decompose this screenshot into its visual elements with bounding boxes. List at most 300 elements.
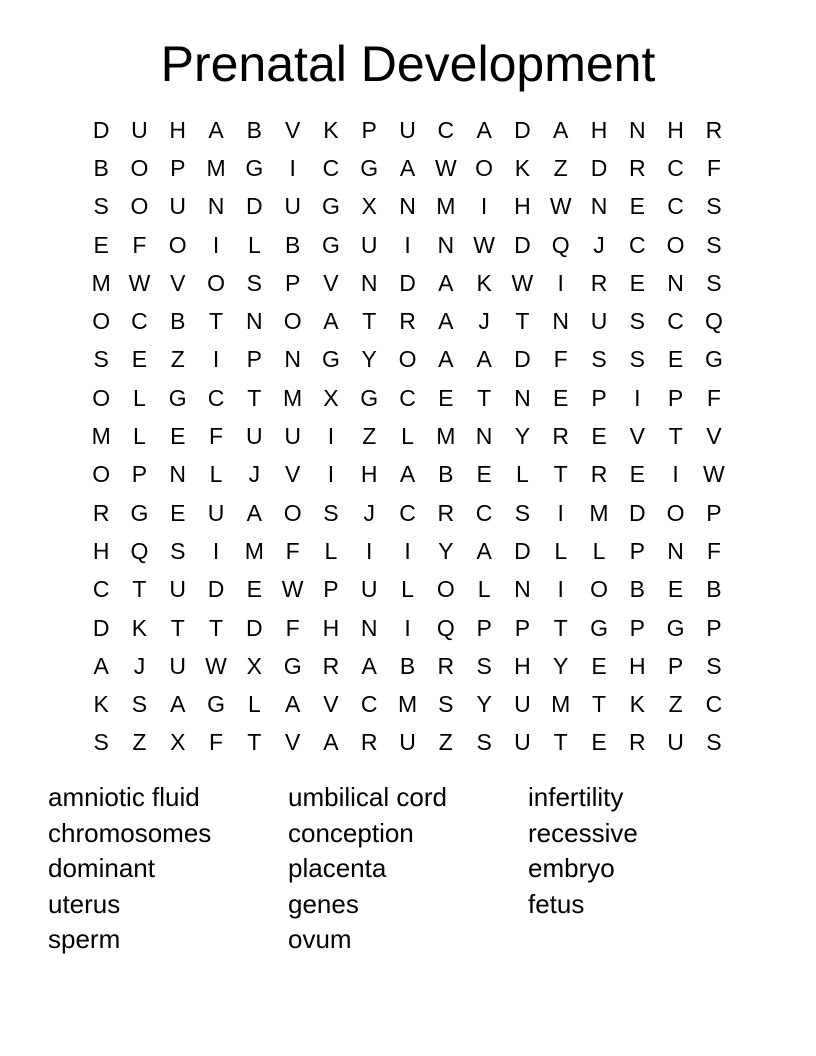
grid-letter[interactable]: E: [246, 576, 262, 603]
letter-grid[interactable]: [82, 111, 733, 762]
grid-letter[interactable]: Y: [514, 423, 531, 450]
grid-letter[interactable]: Z: [668, 691, 683, 718]
grid-letter[interactable]: M: [397, 691, 418, 718]
grid-letter[interactable]: O: [666, 231, 685, 258]
grid-letter[interactable]: R: [437, 652, 455, 679]
grid-letter[interactable]: N: [246, 308, 263, 335]
grid-letter[interactable]: Z: [362, 423, 377, 450]
grid-letter[interactable]: S: [170, 537, 186, 564]
grid-letter[interactable]: K: [93, 691, 109, 718]
grid-letter[interactable]: E: [170, 423, 186, 450]
grid-letter[interactable]: U: [590, 308, 608, 335]
grid-letter[interactable]: C: [667, 193, 684, 220]
grid-letter[interactable]: N: [169, 461, 187, 488]
grid-letter[interactable]: R: [92, 499, 110, 526]
grid-letter[interactable]: I: [480, 193, 488, 220]
grid-letter[interactable]: W: [511, 269, 534, 296]
grid-letter[interactable]: I: [212, 346, 220, 373]
grid-letter[interactable]: K: [514, 154, 531, 181]
grid-letter[interactable]: G: [666, 614, 685, 641]
grid-letter[interactable]: L: [209, 461, 223, 488]
grid-letter[interactable]: L: [516, 461, 529, 488]
grid-letter[interactable]: V: [323, 691, 339, 718]
grid-letter[interactable]: A: [553, 116, 569, 143]
grid-letter[interactable]: T: [553, 729, 568, 756]
grid-letter[interactable]: C: [92, 576, 110, 603]
grid-letter[interactable]: N: [360, 269, 378, 296]
grid-letter[interactable]: H: [514, 652, 531, 679]
grid-letter[interactable]: L: [554, 537, 568, 564]
grid-letter[interactable]: J: [248, 461, 261, 488]
grid-letter[interactable]: J: [363, 499, 375, 526]
grid-letter[interactable]: X: [323, 384, 339, 411]
grid-letter[interactable]: I: [557, 576, 564, 603]
grid-letter[interactable]: W: [128, 269, 151, 296]
grid-letter[interactable]: W: [281, 576, 304, 603]
grid-letter[interactable]: B: [284, 231, 301, 258]
grid-letter[interactable]: F: [706, 154, 721, 181]
grid-letter[interactable]: O: [207, 269, 225, 296]
grid-letter[interactable]: V: [706, 423, 722, 450]
grid-letter[interactable]: K: [629, 691, 645, 718]
grid-letter[interactable]: I: [404, 537, 411, 564]
grid-letter[interactable]: O: [92, 308, 111, 335]
grid-letter[interactable]: G: [590, 614, 608, 641]
grid-letter[interactable]: I: [634, 384, 641, 411]
grid-letter[interactable]: Z: [438, 729, 453, 756]
grid-letter[interactable]: F: [132, 231, 147, 258]
grid-letter[interactable]: C: [322, 154, 340, 181]
grid-letter[interactable]: S: [246, 269, 262, 296]
grid-letter[interactable]: N: [360, 614, 378, 641]
grid-letter[interactable]: P: [361, 116, 377, 143]
grid-letter[interactable]: B: [170, 308, 186, 335]
grid-letter[interactable]: E: [667, 346, 684, 373]
grid-letter[interactable]: B: [93, 154, 109, 181]
grid-letter[interactable]: N: [284, 346, 301, 373]
grid-letter[interactable]: I: [327, 423, 335, 450]
grid-letter[interactable]: S: [476, 652, 492, 679]
grid-letter[interactable]: M: [589, 499, 609, 526]
grid-letter[interactable]: M: [244, 537, 264, 564]
grid-letter[interactable]: T: [477, 384, 492, 411]
grid-letter[interactable]: P: [131, 461, 148, 488]
grid-letter[interactable]: T: [170, 614, 185, 641]
grid-letter[interactable]: Z: [132, 729, 147, 756]
grid-letter[interactable]: N: [667, 269, 684, 296]
grid-letter[interactable]: Y: [476, 691, 492, 718]
grid-letter[interactable]: S: [591, 346, 607, 373]
grid-letter[interactable]: C: [207, 384, 225, 411]
grid-letter[interactable]: D: [246, 614, 263, 641]
word-item: conception: [288, 817, 414, 848]
grid-letter[interactable]: U: [246, 423, 263, 450]
grid-letter[interactable]: R: [628, 154, 646, 181]
grid-letter[interactable]: H: [590, 116, 608, 143]
grid-letter[interactable]: R: [399, 308, 416, 335]
grid-letter[interactable]: G: [360, 384, 379, 411]
grid-letter[interactable]: I: [289, 154, 296, 181]
grid-letter[interactable]: W: [703, 461, 725, 488]
grid-letter[interactable]: T: [553, 614, 568, 641]
grid-letter[interactable]: E: [629, 269, 645, 296]
grid-letter[interactable]: M: [91, 423, 111, 450]
grid-letter[interactable]: U: [169, 652, 187, 679]
grid-letter[interactable]: S: [706, 269, 722, 296]
word-item: recessive: [528, 817, 638, 848]
grid-letter[interactable]: C: [667, 154, 684, 181]
grid-letter[interactable]: I: [404, 231, 411, 258]
grid-letter[interactable]: P: [629, 614, 645, 641]
grid-letter[interactable]: A: [438, 308, 454, 335]
grid-letter[interactable]: N: [628, 116, 646, 143]
grid-letter[interactable]: H: [169, 116, 187, 143]
grid-letter[interactable]: U: [514, 691, 531, 718]
grid-letter[interactable]: F: [706, 384, 721, 411]
grid-letter[interactable]: N: [207, 193, 225, 220]
grid-letter[interactable]: U: [360, 231, 378, 258]
grid-letter[interactable]: L: [401, 576, 414, 603]
grid-letter[interactable]: E: [591, 652, 607, 679]
grid-letter[interactable]: U: [169, 576, 187, 603]
grid-letter[interactable]: D: [246, 193, 263, 220]
grid-letter[interactable]: G: [321, 231, 340, 258]
grid-letter[interactable]: T: [209, 308, 224, 335]
grid-letter[interactable]: G: [130, 499, 149, 526]
grid-letter[interactable]: B: [438, 461, 454, 488]
grid-letter[interactable]: E: [93, 231, 109, 258]
grid-letter[interactable]: Q: [436, 614, 455, 641]
grid-letter[interactable]: P: [591, 384, 607, 411]
grid-letter[interactable]: G: [360, 154, 379, 181]
grid-letter[interactable]: V: [323, 269, 339, 296]
grid-letter[interactable]: H: [322, 614, 340, 641]
grid-letter[interactable]: O: [283, 308, 302, 335]
grid-letter[interactable]: C: [705, 691, 723, 718]
grid-letter[interactable]: A: [246, 499, 262, 526]
grid-letter[interactable]: U: [399, 729, 416, 756]
grid-letter[interactable]: Q: [130, 537, 149, 564]
grid-letter[interactable]: G: [245, 154, 264, 181]
grid-letter[interactable]: E: [553, 384, 569, 411]
grid-letter[interactable]: S: [476, 729, 492, 756]
grid-letter[interactable]: O: [436, 576, 455, 603]
grid-letter[interactable]: O: [590, 576, 608, 603]
grid-letter[interactable]: V: [284, 729, 301, 756]
grid-letter[interactable]: L: [133, 423, 146, 450]
grid-letter[interactable]: A: [361, 652, 377, 679]
grid-letter[interactable]: F: [209, 423, 224, 450]
grid-letter[interactable]: V: [284, 116, 301, 143]
grid-letter[interactable]: M: [91, 269, 111, 296]
grid-letter[interactable]: W: [205, 652, 227, 679]
grid-letter[interactable]: B: [246, 116, 262, 143]
grid-letter[interactable]: A: [399, 461, 416, 488]
grid-letter[interactable]: P: [514, 614, 531, 641]
grid-letter[interactable]: P: [667, 652, 684, 679]
grid-letter[interactable]: C: [475, 499, 493, 526]
grid-letter[interactable]: T: [668, 423, 683, 450]
grid-letter[interactable]: G: [283, 652, 302, 679]
grid-letter[interactable]: I: [212, 537, 220, 564]
grid-letter[interactable]: P: [706, 499, 722, 526]
grid-letter[interactable]: P: [629, 537, 645, 564]
grid-letter[interactable]: O: [92, 384, 111, 411]
grid-letter[interactable]: B: [706, 576, 722, 603]
grid-letter[interactable]: U: [284, 423, 301, 450]
grid-letter[interactable]: S: [131, 691, 148, 718]
grid-letter[interactable]: S: [706, 231, 722, 258]
grid-letter[interactable]: S: [323, 499, 339, 526]
grid-letter[interactable]: P: [284, 269, 301, 296]
grid-letter[interactable]: W: [434, 154, 457, 181]
grid-letter[interactable]: T: [247, 729, 262, 756]
grid-letter[interactable]: W: [473, 231, 495, 258]
word-item: embryo: [528, 853, 615, 884]
grid-letter[interactable]: N: [552, 308, 570, 335]
grid-letter[interactable]: D: [399, 269, 416, 296]
grid-letter[interactable]: A: [438, 346, 454, 373]
grid-letter[interactable]: D: [92, 614, 110, 641]
grid-letter[interactable]: S: [629, 308, 645, 335]
grid-letter[interactable]: S: [706, 729, 722, 756]
grid-letter[interactable]: R: [360, 729, 378, 756]
grid-letter[interactable]: C: [628, 231, 646, 258]
grid-letter[interactable]: K: [323, 116, 339, 143]
grid-letter[interactable]: M: [436, 193, 456, 220]
grid-letter[interactable]: N: [514, 576, 531, 603]
grid-letter[interactable]: P: [706, 614, 722, 641]
grid-letter[interactable]: F: [285, 614, 300, 641]
grid-letter[interactable]: G: [321, 193, 340, 220]
grid-letter[interactable]: L: [247, 691, 261, 718]
grid-letter[interactable]: H: [514, 193, 531, 220]
grid-letter[interactable]: U: [360, 576, 378, 603]
grid-letter[interactable]: A: [323, 729, 339, 756]
grid-letter[interactable]: T: [247, 384, 262, 411]
grid-letter[interactable]: N: [437, 231, 455, 258]
grid-letter[interactable]: D: [514, 231, 531, 258]
grid-letter[interactable]: A: [476, 116, 492, 143]
grid-letter[interactable]: D: [514, 116, 531, 143]
grid-letter[interactable]: A: [93, 652, 109, 679]
grid-letter[interactable]: U: [207, 499, 225, 526]
grid-letter[interactable]: B: [399, 652, 416, 679]
grid-letter[interactable]: H: [628, 652, 646, 679]
grid-letter[interactable]: Z: [170, 346, 185, 373]
grid-letter[interactable]: L: [401, 423, 414, 450]
grid-letter[interactable]: R: [590, 269, 608, 296]
grid-letter[interactable]: R: [322, 652, 340, 679]
grid-letter[interactable]: D: [92, 116, 110, 143]
grid-letter[interactable]: Y: [361, 346, 377, 373]
grid-letter[interactable]: U: [514, 729, 531, 756]
grid-letter[interactable]: V: [629, 423, 645, 450]
grid-letter[interactable]: N: [475, 423, 493, 450]
grid-letter[interactable]: C: [399, 499, 416, 526]
grid-letter[interactable]: P: [667, 384, 684, 411]
grid-letter[interactable]: G: [704, 346, 723, 373]
grid-letter[interactable]: N: [667, 537, 684, 564]
grid-letter[interactable]: F: [553, 346, 568, 373]
grid-letter[interactable]: X: [361, 193, 377, 220]
grid-letter[interactable]: I: [327, 461, 335, 488]
grid-letter[interactable]: Q: [551, 231, 570, 258]
grid-letter[interactable]: J: [593, 231, 605, 258]
grid-letter[interactable]: S: [93, 346, 109, 373]
grid-letter[interactable]: U: [667, 729, 684, 756]
grid-letter[interactable]: R: [628, 729, 646, 756]
grid-letter[interactable]: H: [360, 461, 378, 488]
grid-letter[interactable]: Y: [553, 652, 569, 679]
grid-letter[interactable]: S: [93, 729, 109, 756]
grid-letter[interactable]: A: [476, 537, 492, 564]
grid-letter[interactable]: O: [92, 461, 111, 488]
grid-letter[interactable]: H: [667, 116, 684, 143]
grid-letter[interactable]: I: [557, 499, 564, 526]
grid-letter[interactable]: I: [366, 537, 373, 564]
grid-letter[interactable]: U: [131, 116, 148, 143]
word-column: [288, 780, 528, 958]
grid-letter[interactable]: V: [284, 461, 301, 488]
grid-letter[interactable]: S: [514, 499, 531, 526]
grid-letter[interactable]: T: [553, 461, 568, 488]
grid-letter[interactable]: R: [705, 116, 723, 143]
grid-letter[interactable]: X: [170, 729, 186, 756]
grid-letter[interactable]: C: [131, 308, 148, 335]
grid-letter[interactable]: X: [246, 652, 262, 679]
grid-letter[interactable]: P: [246, 346, 262, 373]
grid-letter[interactable]: A: [170, 691, 186, 718]
grid-letter[interactable]: C: [360, 691, 378, 718]
grid-letter[interactable]: F: [285, 537, 300, 564]
grid-letter[interactable]: J: [478, 308, 490, 335]
grid-letter[interactable]: F: [706, 537, 721, 564]
grid-letter[interactable]: M: [551, 691, 571, 718]
grid-letter[interactable]: D: [514, 537, 531, 564]
grid-letter[interactable]: D: [514, 346, 531, 373]
grid-letter[interactable]: R: [437, 499, 455, 526]
grid-letter[interactable]: M: [436, 423, 456, 450]
grid-letter[interactable]: N: [514, 384, 531, 411]
word-item: chromosomes: [48, 817, 212, 848]
grid-letter[interactable]: I: [557, 269, 564, 296]
grid-letter[interactable]: O: [475, 154, 494, 181]
grid-letter[interactable]: Z: [553, 154, 568, 181]
grid-letter[interactable]: E: [629, 461, 645, 488]
grid-letter[interactable]: M: [283, 384, 303, 411]
grid-letter[interactable]: E: [438, 384, 454, 411]
grid-letter[interactable]: E: [591, 729, 607, 756]
grid-letter[interactable]: T: [209, 614, 224, 641]
grid-letter[interactable]: E: [170, 499, 186, 526]
grid-letter[interactable]: D: [207, 576, 225, 603]
grid-letter[interactable]: G: [168, 384, 187, 411]
grid-letter[interactable]: O: [283, 499, 302, 526]
grid-letter[interactable]: Q: [704, 308, 723, 335]
grid-letter[interactable]: C: [399, 384, 416, 411]
grid-letter[interactable]: G: [207, 691, 225, 718]
grid-letter[interactable]: E: [476, 461, 492, 488]
grid-letter[interactable]: G: [321, 346, 340, 373]
grid-letter[interactable]: B: [629, 576, 645, 603]
grid-letter[interactable]: T: [132, 576, 147, 603]
grid-letter[interactable]: U: [169, 193, 187, 220]
grid-letter[interactable]: N: [590, 193, 608, 220]
grid-letter[interactable]: U: [284, 193, 301, 220]
word-column: [528, 780, 768, 958]
grid-letter[interactable]: S: [706, 652, 722, 679]
grid-letter[interactable]: L: [247, 231, 261, 258]
grid-letter[interactable]: A: [438, 269, 454, 296]
grid-letter[interactable]: W: [549, 193, 572, 220]
grid-letter[interactable]: O: [398, 346, 417, 373]
grid-letter[interactable]: C: [667, 308, 684, 335]
grid-letter[interactable]: O: [130, 154, 149, 181]
grid-letter[interactable]: T: [591, 691, 607, 718]
grid-letter[interactable]: S: [438, 691, 454, 718]
grid-letter[interactable]: I: [404, 614, 411, 641]
grid-letter[interactable]: T: [515, 308, 530, 335]
grid-letter[interactable]: E: [667, 576, 684, 603]
grid-letter[interactable]: F: [209, 729, 224, 756]
grid-letter[interactable]: K: [476, 269, 492, 296]
grid-letter[interactable]: S: [629, 346, 645, 373]
grid-letter[interactable]: C: [437, 116, 455, 143]
grid-letter[interactable]: L: [592, 537, 606, 564]
grid-letter[interactable]: O: [168, 231, 187, 258]
word-item: uterus: [48, 888, 121, 919]
grid-letter[interactable]: A: [323, 308, 339, 335]
grid-letter[interactable]: S: [93, 193, 109, 220]
grid-letter[interactable]: A: [476, 346, 492, 373]
grid-letter[interactable]: L: [477, 576, 491, 603]
word-item: amniotic fluid: [48, 782, 200, 812]
grid-letter[interactable]: Y: [438, 537, 454, 564]
grid-letter[interactable]: A: [208, 116, 224, 143]
grid-letter[interactable]: U: [399, 116, 416, 143]
grid-letter[interactable]: A: [399, 154, 416, 181]
grid-letter[interactable]: D: [628, 499, 646, 526]
grid-letter[interactable]: I: [212, 231, 220, 258]
grid-letter[interactable]: J: [133, 652, 146, 679]
grid-letter[interactable]: K: [131, 614, 148, 641]
grid-letter[interactable]: E: [591, 423, 607, 450]
word-item: fetus: [528, 888, 585, 919]
grid-letter[interactable]: S: [706, 193, 722, 220]
grid-letter[interactable]: O: [666, 499, 685, 526]
grid-letter[interactable]: V: [170, 269, 186, 296]
grid-letter[interactable]: H: [92, 537, 110, 564]
grid-letter[interactable]: P: [170, 154, 186, 181]
grid-letter[interactable]: M: [206, 154, 226, 181]
word-item: placenta: [288, 853, 387, 884]
grid-letter[interactable]: P: [476, 614, 492, 641]
grid-letter[interactable]: R: [590, 461, 608, 488]
grid-letter[interactable]: R: [552, 423, 570, 450]
grid-letter[interactable]: L: [133, 384, 146, 411]
grid-letter[interactable]: E: [131, 346, 148, 373]
grid-letter[interactable]: A: [284, 691, 301, 718]
grid-letter[interactable]: D: [590, 154, 608, 181]
grid-letter[interactable]: P: [323, 576, 339, 603]
grid-letter[interactable]: N: [399, 193, 416, 220]
grid-letter[interactable]: T: [362, 308, 377, 335]
grid-letter[interactable]: L: [324, 537, 338, 564]
grid-letter[interactable]: I: [672, 461, 679, 488]
grid-letter[interactable]: O: [130, 193, 149, 220]
grid-letter[interactable]: E: [629, 193, 645, 220]
